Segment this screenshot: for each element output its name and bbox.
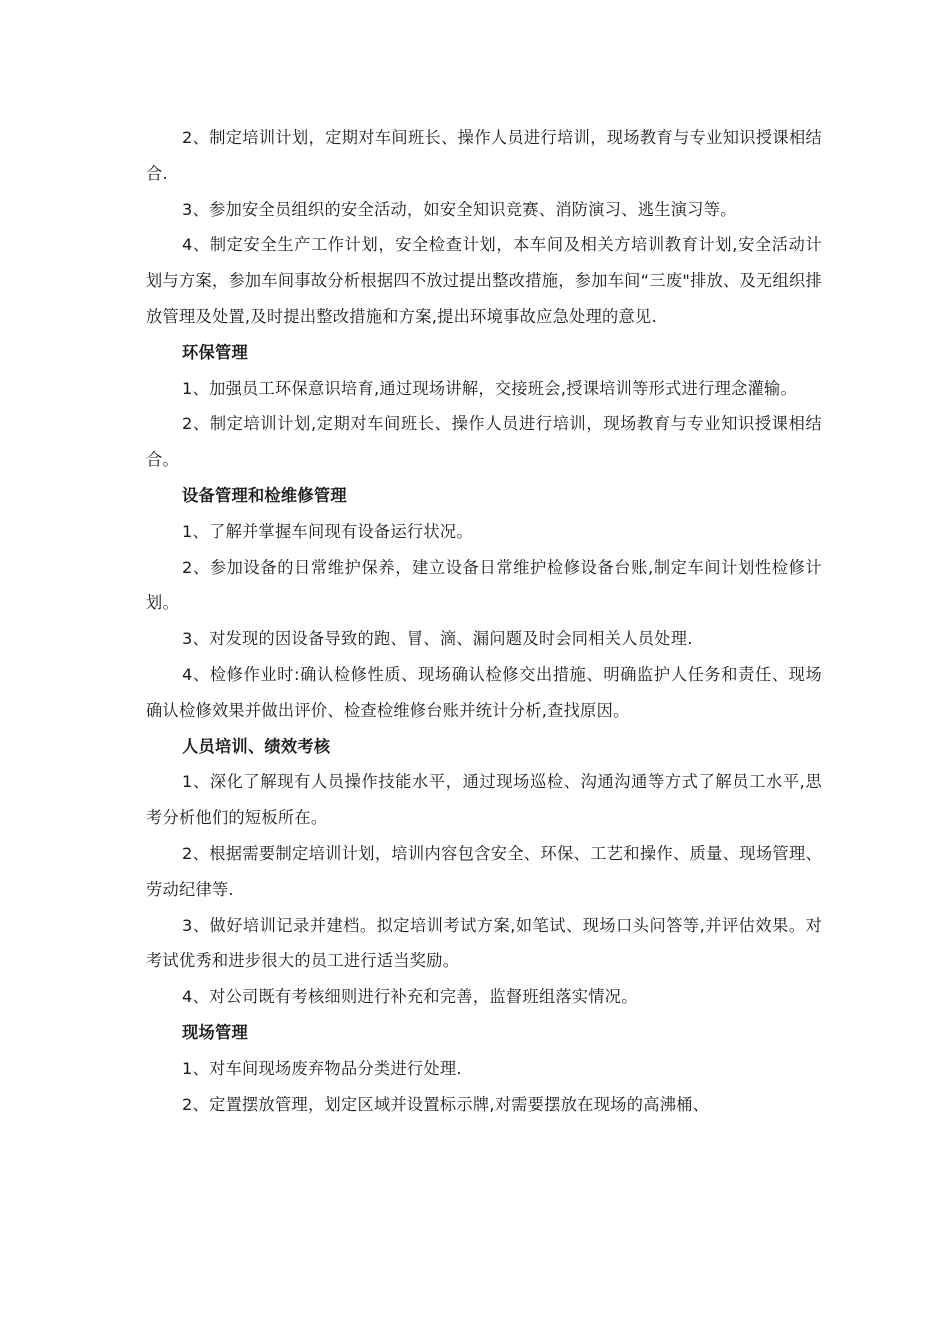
paragraph-equipment-leaks: 3、对发现的因设备导致的跑、冒、滴、漏问题及时会同相关人员处理. bbox=[182, 629, 693, 649]
section-heading-site: 现场管理 bbox=[182, 1022, 248, 1042]
paragraph-equipment-status: 1、了解并掌握车间现有设备运行状况。 bbox=[182, 521, 473, 541]
paragraph-assessment-rules: 4、对公司既有考核细则进行补充和完善，监督班组落实情况。 bbox=[182, 987, 638, 1007]
paragraph-placement-management: 2、定置摆放管理，划定区域并设置标示牌,对需要摆放在现场的高沸桶、 bbox=[182, 1094, 710, 1114]
document-body bbox=[146, 120, 822, 1122]
paragraph-training-content: 2、根据需要制定培训计划，培训内容包含安全、环保、工艺和操作、质量、现场管理、劳动纪律等. bbox=[146, 843, 822, 899]
paragraph-training-records: 3、做好培训记录并建档。拟定培训考试方案,如笔试、现场口头问答等,并评估效果。对考试优秀和进步很大的员工进行适当奖励。 bbox=[146, 915, 822, 971]
section-heading-environmental: 环保管理 bbox=[182, 342, 248, 362]
paragraph-waste-sorting: 1、对车间现场废弃物品分类进行处理. bbox=[182, 1058, 462, 1078]
section-heading-equipment: 设备管理和检维修管理 bbox=[182, 485, 347, 505]
paragraph-equipment-repair: 4、检修作业时:确认检修性质、现场确认检修交出措施、明确监护人任务和责任、现场确认检修效果并做出评价、检查检维修台账并统计分析,查找原因。 bbox=[146, 664, 822, 720]
paragraph-safety-work-plan: 4、制定安全生产工作计划，安全检查计划，本车间及相关方培训教育计划,安全活动计划与方案，参加车间事故分析根据四不放过提出整改措施，参加车间“三废"排放、及无组织排放管理及处置,及时提出整改措施和方案,提出环境事故应急处理的意见. bbox=[146, 235, 822, 326]
paragraph-equipment-maintenance: 2、参加设备的日常维护保养，建立设备日常维护检修设备台账,制定车间计划性检修计划。 bbox=[146, 557, 822, 613]
paragraph-training-plan: 2、制定培训计划，定期对车间班长、操作人员进行培训，现场教育与专业知识授课相结合. bbox=[146, 128, 822, 183]
paragraph-env-training: 2、制定培训计划,定期对车间班长、操作人员进行培训，现场教育与专业知识授课相结合。 bbox=[146, 414, 822, 470]
paragraph-skill-assessment: 1、深化了解现有人员操作技能水平，通过现场巡检、沟通沟通等方式了解员工水平,思考分析他们的短板所在。 bbox=[146, 772, 822, 828]
paragraph-env-awareness: 1、加强员工环保意识培育,通过现场讲解，交接班会,授课培训等形式进行理念灌输。 bbox=[182, 378, 798, 398]
section-heading-training-performance: 人员培训、绩效考核 bbox=[182, 736, 331, 756]
paragraph-safety-activities: 3、参加安全员组织的安全活动，如安全知识竞赛、消防演习、逃生演习等。 bbox=[182, 199, 737, 219]
